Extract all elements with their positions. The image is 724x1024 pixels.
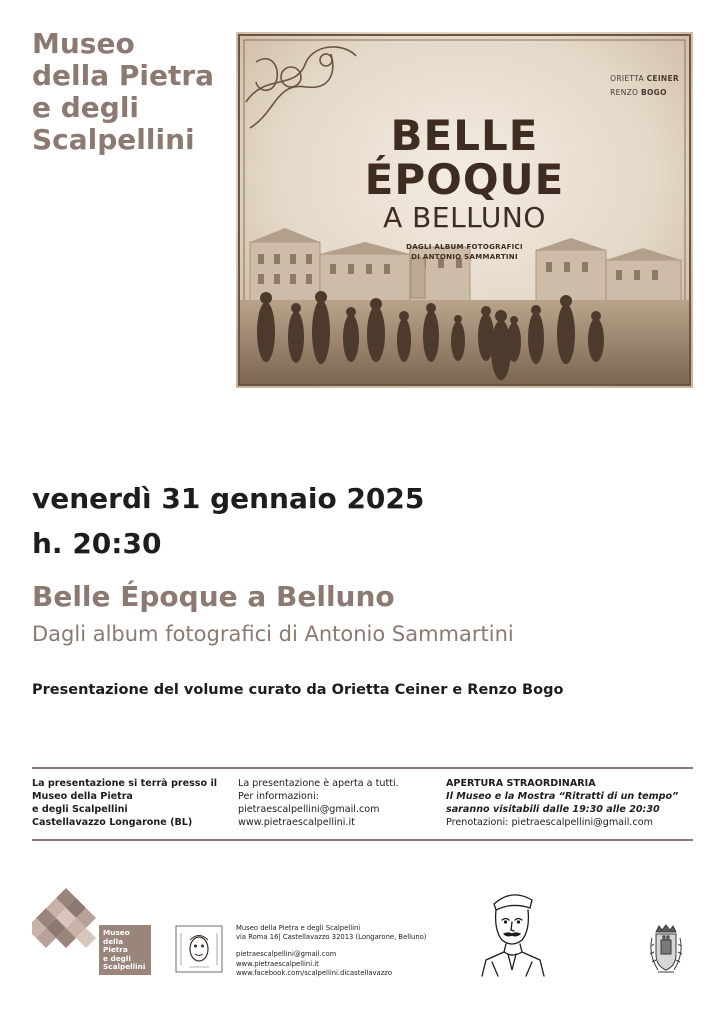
divider-bottom (32, 839, 693, 841)
museum-title-line: Museo (32, 27, 135, 60)
event-time: h. 20:30 (32, 527, 162, 560)
logo-line: della (103, 936, 124, 946)
cover-title-line: A BELLUNO (383, 201, 546, 234)
logo-line: Pietra (103, 945, 128, 955)
cover-subtitle-line: DAGLI ALBUM FOTOGRAFICI (406, 243, 523, 251)
venue-info (32, 777, 228, 829)
contact-line: La presentazione è aperta a tutti. (238, 778, 399, 789)
contact-info (238, 777, 438, 829)
venue-line: Castellavazzo Longarone (BL) (32, 817, 193, 828)
event-title: Belle Époque a Belluno (32, 580, 395, 613)
museum-title-line: Scalpellini (32, 123, 195, 156)
contact-website[interactable]: www.pietraescalpellini.it (238, 817, 355, 828)
opening-title: APERTURA STRAORDINARIA (446, 778, 596, 789)
contact-email[interactable]: pietraescalpellini@gmail.com (238, 804, 380, 815)
contact-line: Per informazioni: (238, 791, 319, 802)
special-opening-info (446, 777, 696, 829)
cover-subtitle-line: DI ANTONIO SAMMARTINI (411, 253, 518, 261)
footer-website[interactable]: www.pietraescalpellini.it (236, 959, 319, 968)
book-cover-image (236, 32, 693, 388)
cover-title-line: BELLE (390, 111, 539, 160)
cover-author: ORIETTA CEINER (610, 74, 679, 83)
cover-authors (610, 72, 679, 100)
stonecutter-portrait-icon (478, 886, 546, 978)
footer-email[interactable]: pietraescalpellini@gmail.com (236, 950, 337, 959)
event-date: venerdì 31 gennaio 2025 (32, 482, 425, 515)
municipal-crest-icon (648, 924, 684, 976)
museum-logo-box (99, 925, 151, 975)
museum-title-line: della Pietra (32, 59, 215, 92)
opening-booking: Prenotazioni: pietraescalpellini@gmail.com (446, 817, 653, 828)
address-line: via Roma 16| Castellavazzo 32013 (Longarone, Belluno) (236, 933, 427, 942)
cover-title-line: ÉPOQUE (364, 155, 565, 204)
footer-address (236, 924, 426, 978)
presentation-line: Presentazione del volume curato da Orietta Ceiner e Renzo Bogo (32, 682, 564, 698)
association-seal-icon (175, 925, 223, 973)
logo-line: e degli (103, 953, 131, 963)
divider-top (32, 767, 693, 769)
museum-title (32, 28, 222, 156)
logo-line: Scalpellini (103, 962, 146, 972)
address-line: Museo della Pietra e degli Scalpellini (236, 924, 361, 932)
opening-line: Il Museo e la Mostra “Ritratti di un tempo” (446, 791, 679, 802)
venue-line: Museo della Pietra (32, 791, 133, 802)
cover-subtitle (236, 242, 693, 262)
museum-diamond-logo-icon (32, 888, 100, 954)
event-subtitle: Dagli album fotografici di Antonio Sammartini (32, 622, 514, 646)
logo-line: Museo (103, 928, 130, 937)
cover-author: RENZO BOGO (610, 88, 667, 97)
footer-facebook[interactable]: www.facebook.com/scalpellini.dicastellavazzo (236, 968, 392, 977)
venue-line: La presentazione si terrà presso il (32, 778, 218, 789)
venue-line: e degli Scalpellini (32, 804, 128, 815)
museum-title-line: e degli (32, 91, 140, 124)
opening-line: saranno visitabili dalle 19:30 alle 20:30 (446, 804, 660, 815)
